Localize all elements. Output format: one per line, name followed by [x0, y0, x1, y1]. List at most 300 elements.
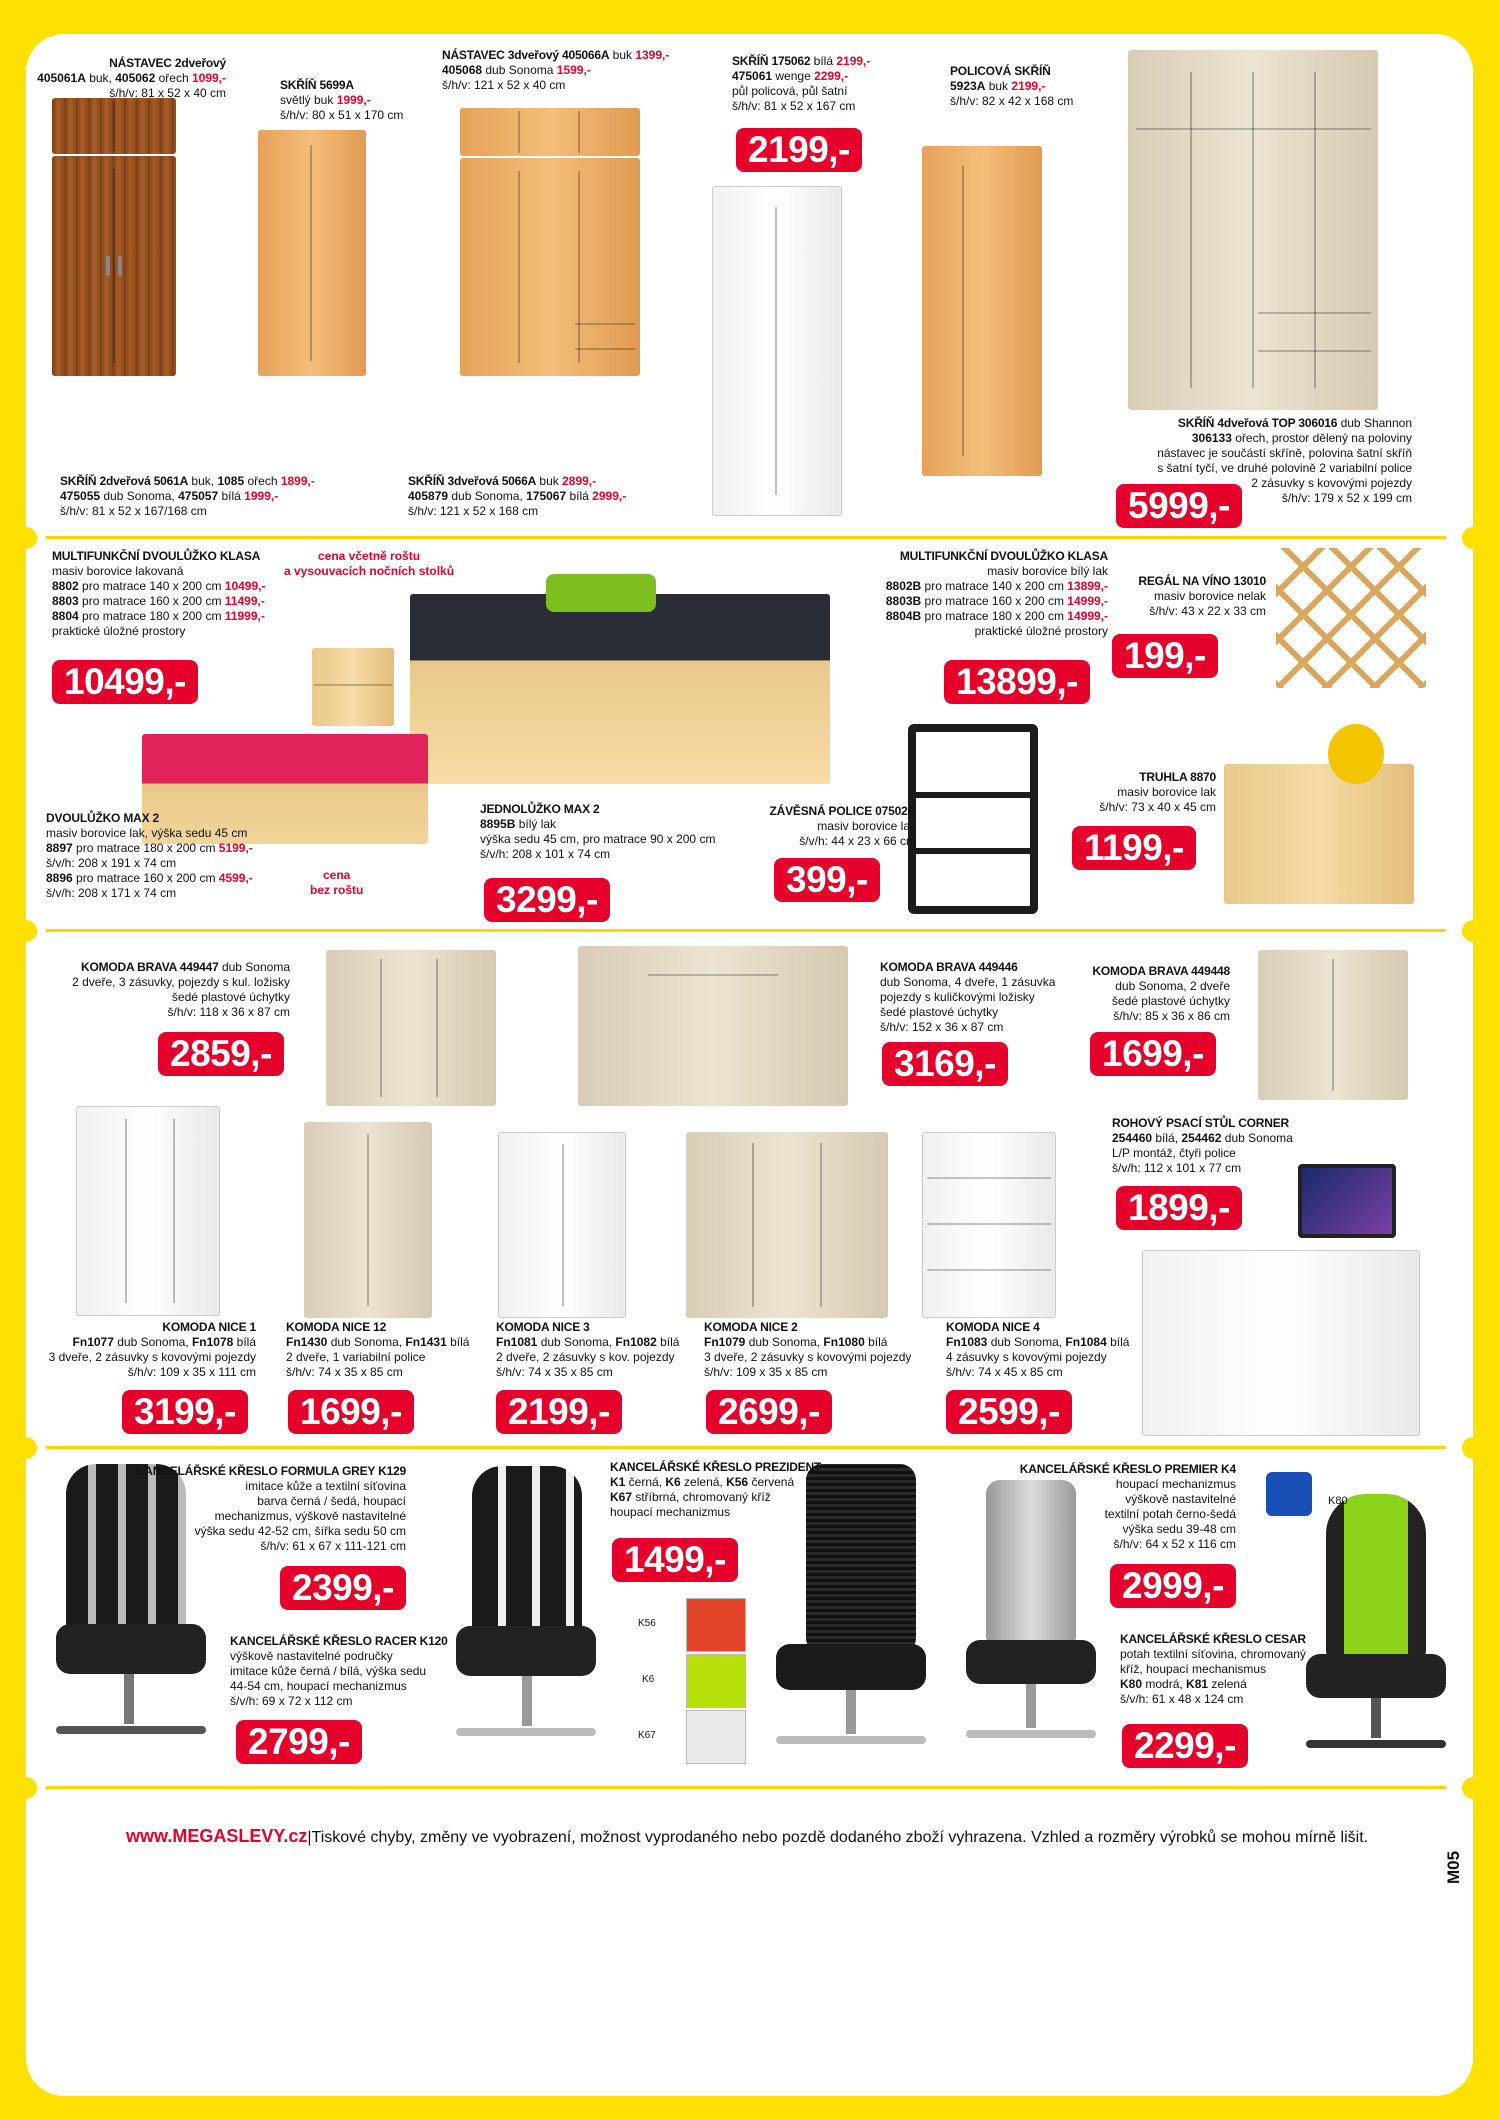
wardrobe-top306016-image: [1128, 50, 1378, 410]
product-dims: š/h/v: 109 x 35 x 111 cm: [127, 1365, 256, 1379]
product-desc: masiv borovice bílý lak: [987, 564, 1108, 578]
night-stand-image: [312, 648, 394, 726]
prezident-info: [610, 1460, 821, 1520]
product-desc: bílá: [566, 489, 593, 503]
product-desc: výškově nastavitelné područky: [230, 1649, 393, 1663]
product-code: Fn1083: [946, 1335, 988, 1349]
chair-cesar-image: [1296, 1494, 1446, 1774]
wardrobe-5061-image: [52, 156, 176, 376]
product-code: K1: [610, 1475, 626, 1489]
section-divider: [46, 929, 1446, 932]
product-dims: š/h/v: 81 x 52 x 167 cm: [732, 99, 856, 113]
product-desc: 3 dveře, 2 zásuvky s kovovými pojezdy: [704, 1350, 912, 1364]
skrin5066-info: [408, 474, 626, 519]
product-desc: dub Shannon: [1337, 416, 1412, 430]
product-code: K6: [665, 1475, 681, 1489]
teddy-bear-icon: [1328, 724, 1384, 784]
price-tag: 1199,-: [1072, 826, 1196, 870]
product-dims: š/h/v: 74 x 35 x 85 cm: [496, 1365, 613, 1379]
price-tag: 1499,-: [612, 1538, 738, 1582]
product-desc: dub Sonoma: [1221, 1131, 1293, 1145]
klasa1-info: [52, 549, 265, 639]
police-info: [726, 804, 916, 849]
product-variant-price: 2299,-: [814, 69, 849, 83]
product-desc: ořech: [244, 474, 281, 488]
product-desc: dub Sonoma,: [448, 489, 527, 503]
policova-info: [950, 64, 1073, 109]
max2single-info: [480, 802, 715, 862]
bed-klasa-image: [410, 594, 830, 784]
product-variant-price: 11999,-: [224, 609, 265, 623]
klasa2-info: [818, 549, 1108, 639]
product-desc: zelená: [1208, 1677, 1247, 1691]
nice4-info: [946, 1320, 1129, 1380]
price-tag: 2999,-: [1110, 1564, 1236, 1608]
product-desc: zelená,: [680, 1475, 727, 1489]
product-variant-price: 1899,-: [280, 474, 315, 488]
product-dims: š/h/v: 121 x 52 x 168 cm: [408, 504, 539, 518]
product-code: 405068: [442, 63, 483, 77]
product-desc: 2 dveře, 1 variabilní police: [286, 1350, 426, 1364]
skrin5061-info: [60, 474, 315, 519]
product-title: KOMODA BRAVA 449446: [880, 960, 1018, 974]
product-dims: š/v/h: 69 x 72 x 112 cm: [230, 1694, 353, 1708]
swatch-label: K56: [638, 1618, 656, 1629]
product-desc: 44-54 cm, houpací mechanizmus: [230, 1679, 407, 1693]
product-desc: šedé plastové úchytky: [171, 990, 290, 1004]
product-code: Fn1084: [1065, 1335, 1107, 1349]
dresser-nice12-image: [304, 1122, 432, 1318]
product-code: Fn1078: [191, 1335, 234, 1349]
swatch-k67: [686, 1710, 746, 1764]
product-title: SKŘÍŇ 2dveřová 5061A: [60, 474, 189, 488]
product-variant-price: 2199,-: [1011, 79, 1046, 93]
product-code: Fn1080: [823, 1335, 865, 1349]
product-desc: bílá: [446, 1335, 470, 1349]
product-desc: 2 dveře, 2 zásuvky s kov. pojezdy: [496, 1350, 675, 1364]
skrin175062-info: [732, 54, 870, 114]
product-code: 8804B: [885, 609, 922, 623]
product-dims: š/h/v: 109 x 35 x 85 cm: [704, 1365, 828, 1379]
product-code: Fn1431: [405, 1335, 447, 1349]
dresser-nice3-image: [498, 1132, 626, 1318]
product-desc: pro matrace 160 x 200 cm: [921, 594, 1068, 608]
price-tag: 2299,-: [1122, 1724, 1248, 1768]
product-desc: s šatní tyčí, ve druhé polovině 2 variabilní police: [1157, 461, 1412, 475]
product-dims: š/v/h: 208 x 101 x 74 cm: [480, 847, 611, 861]
product-desc: houpací mechanizmus: [1115, 1477, 1236, 1491]
product-desc: bílý lak: [515, 817, 557, 831]
product-variant-price: 5199,-: [218, 841, 253, 855]
product-dims: š/h/v: 121 x 52 x 40 cm: [442, 78, 566, 92]
dresser-brava448-image: [1258, 950, 1408, 1100]
desk-corner-image: [1142, 1250, 1420, 1436]
price-tag: 2799,-: [236, 1720, 362, 1764]
product-code: 8802B: [885, 579, 922, 593]
product-desc: masiv borovice nelak: [1153, 589, 1266, 603]
cesar-info: [1120, 1632, 1306, 1707]
product-variant-price: 2899,-: [562, 474, 597, 488]
product-dims: š/h/v: 179 x 52 x 199 cm: [1281, 491, 1412, 505]
product-variant-price: 11499,-: [224, 594, 265, 608]
swatch-label: K80: [1328, 1495, 1348, 1507]
price-tag: 199,-: [1112, 634, 1218, 678]
dresser-brava447-image: [326, 950, 496, 1106]
product-desc: dub Sonoma: [482, 63, 557, 77]
product-desc: šedé plastové úchytky: [880, 1005, 999, 1019]
product-desc: pro matrace 140 x 200 cm: [78, 579, 225, 593]
product-code: Fn1079: [704, 1335, 746, 1349]
product-dims: š/h/v: 118 x 36 x 87 cm: [167, 1005, 290, 1019]
skrin5699-info: [280, 78, 403, 123]
product-desc: kříž, houpací mechanismus: [1120, 1662, 1267, 1676]
nice12-info: [286, 1320, 469, 1380]
shelf-wardrobe-image: [922, 146, 1042, 476]
product-code: 175067: [526, 489, 567, 503]
product-code: 8803: [52, 594, 79, 608]
product-title: KANCELÁŘSKÉ KŘESLO FORMULA GREY K129: [135, 1464, 406, 1478]
product-desc: wenge: [772, 69, 815, 83]
product-dims: š/h/v: 61 x 67 x 111-121 cm: [260, 1539, 406, 1553]
product-desc: buk: [536, 474, 563, 488]
product-variant-price: 1599,-: [556, 63, 591, 77]
product-desc: 4 zásuvky s kovovými pojezdy: [946, 1350, 1107, 1364]
price-tag: 2399,-: [280, 1566, 406, 1610]
product-desc: 2 zásuvky s kovovými pojezdy: [1251, 476, 1412, 490]
price-tag: 2859,-: [158, 1032, 284, 1076]
price-tag: 3199,-: [122, 1390, 248, 1434]
divider-dot: [26, 1777, 37, 1799]
wardrobe-5066-image: [460, 158, 640, 376]
product-desc: dub Sonoma,: [327, 1335, 406, 1349]
product-desc: pojezdy s kuličkovými ložisky: [880, 990, 1035, 1004]
product-code: 254462: [1181, 1131, 1222, 1145]
product-code: 8804: [52, 609, 79, 623]
divider-dot: [1462, 527, 1473, 549]
swatch-k56: [686, 1598, 746, 1652]
product-desc: pro matrace 160 x 200 cm: [72, 871, 219, 885]
racer-info: [230, 1634, 448, 1709]
price-tag: 5999,-: [1116, 484, 1242, 528]
product-title: TRUHLA 8870: [1139, 770, 1216, 784]
product-title: NÁSTAVEC 3dveřový 405066A: [442, 48, 610, 62]
product-variant-price: 2999,-: [592, 489, 627, 503]
divider-dot: [1462, 1437, 1473, 1459]
product-variant-price: 14999,-: [1067, 594, 1108, 608]
product-code: K56: [726, 1475, 749, 1489]
product-dims: š/v/h: 208 x 191 x 74 cm: [46, 856, 177, 870]
section-divider: [46, 536, 1446, 539]
formula-info: [126, 1464, 406, 1554]
product-title: KOMODA NICE 1: [162, 1320, 256, 1334]
product-title: ROHOVÝ PSACÍ STŮL CORNER: [1112, 1116, 1289, 1130]
product-desc: textilní potah černo-šedá: [1104, 1507, 1236, 1521]
product-desc: pro matrace 160 x 200 cm: [78, 594, 225, 608]
product-title: REGÁL NA VÍNO 13010: [1138, 574, 1266, 588]
divider-dot: [1462, 1777, 1473, 1799]
price-tag: 10499,-: [52, 660, 198, 704]
product-dims: š/h/v: 82 x 42 x 168 cm: [950, 94, 1074, 108]
product-code: Fn1082: [615, 1335, 657, 1349]
product-code: Fn1081: [496, 1335, 538, 1349]
product-dims: š/v/h: 61 x 48 x 124 cm: [1120, 1692, 1244, 1706]
regal-info: [1116, 574, 1266, 619]
product-desc: houpací mechanizmus: [610, 1505, 731, 1519]
product-code: 8802: [52, 579, 79, 593]
divider-dot: [1462, 920, 1473, 942]
price-row: [818, 594, 1108, 609]
leaflet-page: [26, 34, 1473, 2096]
product-dims: š/h/v: 74 x 45 x 85 cm: [946, 1365, 1063, 1379]
price-tag: 2199,-: [496, 1390, 622, 1434]
nastavec2-info: NÁSTAVEC 2dveřový 405061A buk, 405062 ořech 1099,- š/h/v: 81 x 52 x 40 cm: [37, 56, 226, 100]
price-tag: 2199,-: [736, 128, 862, 172]
note-with-frame: cena včetně roštu a vysouvacích nočních stolků: [284, 549, 455, 578]
swatch-k6: [686, 1654, 746, 1708]
product-title: SKŘÍŇ 3dveřová 5066A: [408, 474, 537, 488]
corner-info: [1112, 1116, 1293, 1176]
product-desc: stříbrná, chromovaný kříž: [632, 1490, 771, 1504]
nice1-info: [46, 1320, 256, 1380]
product-code: 5923A: [950, 79, 986, 93]
product-title: MULTIFUNKČNÍ DVOULŮŽKO KLASA: [52, 549, 261, 563]
product-desc: výška sedu 39-48 cm: [1122, 1522, 1236, 1536]
product-desc: bílá: [1106, 1335, 1130, 1349]
product-title: KOMODA BRAVA 449447: [81, 960, 219, 974]
product-title: KOMODA NICE 3: [496, 1320, 590, 1334]
price-row: [52, 609, 265, 624]
product-variant-price: 2199,-: [836, 54, 871, 68]
swatch-label: K6: [642, 1674, 655, 1685]
product-desc: mechanizmus, výškově nastavitelné: [214, 1509, 406, 1523]
price-tag: 13899,-: [944, 660, 1090, 704]
product-title: JEDNOLŮŽKO MAX 2: [480, 802, 600, 816]
product-desc: imitace kůže černá / bílá, výška sedu: [230, 1664, 427, 1678]
price-tag: 3299,-: [484, 878, 610, 922]
max2dbl-info: [46, 811, 253, 901]
product-code: K81: [1186, 1677, 1209, 1691]
divider-dot: [26, 1437, 37, 1459]
wall-shelf-image: [908, 724, 1038, 914]
product-variant-price: 4599,-: [218, 871, 253, 885]
product-desc: masiv borovice lak, výška sedu 45 cm: [46, 826, 248, 840]
product-code: 8897: [46, 841, 73, 855]
product-desc: pro matrace 180 x 200 cm: [78, 609, 225, 623]
product-dims: š/h/v: 73 x 40 x 45 cm: [1099, 800, 1216, 814]
chair-racer-image: [442, 1466, 612, 1766]
product-code: 475055: [60, 489, 101, 503]
product-title: ZÁVĚSNÁ POLICE 07502C: [769, 804, 916, 818]
product-title: SKŘÍŇ 175062: [732, 54, 811, 68]
product-desc: pro matrace 180 x 200 cm: [921, 609, 1068, 623]
toy-chest-image: [1224, 764, 1414, 904]
product-code: 405879: [408, 489, 449, 503]
price-tag: 2699,-: [706, 1390, 832, 1434]
product-title: SKŘÍŇ 5699A: [280, 78, 354, 92]
product-code: K67: [610, 1490, 633, 1504]
product-desc: dub Sonoma, 4 dveře, 1 zásuvka: [880, 975, 1056, 989]
brava447-info: [66, 960, 290, 1020]
product-code: 8896: [46, 871, 73, 885]
product-desc: masiv borovice lak: [1117, 785, 1216, 799]
product-desc: dub Sonoma,: [537, 1335, 616, 1349]
website-link[interactable]: www.MEGASLEVY.cz: [126, 1826, 308, 1846]
price-tag: 1899,-: [1116, 1186, 1242, 1230]
product-desc: 2 dveře, 3 zásuvky, pojezdy s kul. ložisky: [72, 975, 290, 989]
footer-separator: |: [307, 1829, 312, 1846]
dresser-brava446-image: [578, 946, 848, 1106]
product-dims: š/v/h: 44 x 23 x 66 cm: [799, 834, 916, 848]
product-dims: š/v/h: 112 x 101 x 77 cm: [1112, 1161, 1242, 1175]
product-desc: modrá,: [1142, 1677, 1187, 1691]
wardrobe-5699-image: [258, 130, 366, 376]
premier-info: [1016, 1462, 1236, 1552]
price-row: [52, 594, 265, 609]
product-desc: červená: [748, 1475, 795, 1489]
product-desc: dub Sonoma,: [745, 1335, 824, 1349]
product-desc: barva černá / šedá, houpací: [257, 1494, 406, 1508]
dresser-nice1-image: [76, 1106, 220, 1316]
product-desc: praktické úložné prostory: [974, 624, 1108, 638]
product-title: KANCELÁŘSKÉ KŘESLO PREMIER K4: [1019, 1462, 1236, 1476]
nice3-info: [496, 1320, 679, 1380]
product-dims: š/h/v: 64 x 52 x 116 cm: [1113, 1537, 1236, 1551]
product-title: KANCELÁŘSKÉ KŘESLO PREZIDENT: [610, 1460, 822, 1474]
product-code: 8895B: [480, 817, 516, 831]
page-code: M05: [1444, 1850, 1463, 1884]
product-desc: pro matrace 180 x 200 cm: [72, 841, 219, 855]
monitor-icon: [1298, 1164, 1396, 1238]
product-desc: bílá: [218, 489, 245, 503]
product-variant-price: 1399,-: [635, 48, 670, 62]
product-desc: půl policová, půl šatní: [732, 84, 848, 98]
price-tag: 3169,-: [882, 1042, 1008, 1086]
dresser-nice2-image: [686, 1132, 888, 1318]
product-desc: dub Sonoma: [218, 960, 290, 974]
product-dims: š/h/v: 43 x 22 x 33 cm: [1149, 604, 1266, 618]
price-row: [818, 579, 1108, 594]
wine-rack-image: [1276, 548, 1426, 688]
product-desc: dub Sonoma,: [113, 1335, 192, 1349]
product-desc: světlý buk: [280, 93, 337, 107]
product-title: KOMODA NICE 4: [946, 1320, 1040, 1334]
brava446-info: [880, 960, 1055, 1035]
divider-dot: [26, 920, 37, 942]
note-no-frame: cena bez roštu: [310, 868, 364, 897]
price-row: [52, 579, 265, 594]
wardrobe-5066-top-image: [460, 108, 640, 156]
product-desc: nástavec je součástí skříně, polovina šatní skříň: [1157, 446, 1412, 460]
brava448-info: [1066, 964, 1230, 1024]
product-title: MULTIFUNKČNÍ DVOULŮŽKO KLASA: [899, 549, 1108, 563]
price-tag: 399,-: [774, 858, 880, 902]
product-code: 475061: [732, 69, 773, 83]
product-desc: černá,: [625, 1475, 666, 1489]
product-title: KOMODA NICE 12: [286, 1320, 387, 1334]
product-variant-price: 1999,-: [244, 489, 279, 503]
truhla-info: [1066, 770, 1216, 815]
product-variant-price: 13899,-: [1067, 579, 1108, 593]
product-desc: masiv borovice lak: [817, 819, 916, 833]
dresser-nice4-image: [922, 1132, 1056, 1318]
product-code: 8803B: [885, 594, 922, 608]
product-code: K80: [1120, 1677, 1143, 1691]
price-tag: 2599,-: [946, 1390, 1072, 1434]
product-variant-price: 10499,-: [224, 579, 266, 593]
product-desc: praktické úložné prostory: [52, 624, 186, 638]
product-desc: bílá,: [1152, 1131, 1182, 1145]
product-variant-price: 1999,-: [336, 93, 371, 107]
price-tag: 1699,-: [1090, 1032, 1216, 1076]
footer: [126, 1826, 1368, 1848]
divider-dot: [26, 527, 37, 549]
product-title: KANCELÁŘSKÉ KŘESLO CESAR: [1120, 1632, 1306, 1646]
pillow-green: [546, 574, 656, 612]
product-desc: imitace kůže a textilní síťovina: [245, 1479, 406, 1493]
product-desc: výška sedu 45 cm, pro matrace 90 x 200 cm: [480, 832, 716, 846]
product-variant-price: 14999,-: [1067, 609, 1108, 623]
product-title: KOMODA BRAVA 449448: [1092, 964, 1230, 978]
product-desc: buk: [609, 48, 636, 62]
product-title: KANCELÁŘSKÉ KŘESLO RACER K120: [230, 1634, 448, 1648]
price-tag: 1699,-: [288, 1390, 414, 1434]
wardrobe-175062-image: [712, 186, 842, 516]
product-desc: dub Sonoma,: [987, 1335, 1066, 1349]
nastavec3-info: [442, 48, 669, 93]
nice2-info: [704, 1320, 911, 1380]
product-code: 254460: [1112, 1131, 1153, 1145]
product-desc: ořech, prostor dělený na poloviny: [1231, 431, 1412, 445]
product-code: Fn1430: [286, 1335, 328, 1349]
product-title: SKŘÍŇ 4dveřová TOP 306016: [1177, 416, 1338, 430]
product-desc: šedé plastové úchytky: [1111, 994, 1230, 1008]
footer-disclaimer: Tiskové chyby, změny ve vyobrazení, možnost vyprodaného nebo pozdě dodaného zboží vyhrazena. Vzhled a rozměry výrobků se mohou mírně lišit.: [311, 1829, 1369, 1846]
product-desc: L/P montáž, čtyři police: [1112, 1146, 1236, 1160]
product-title: DVOULŮŽKO MAX 2: [46, 811, 160, 825]
product-dims: š/h/v: 152 x 36 x 87 cm: [880, 1020, 1004, 1034]
product-desc: pro matrace 140 x 200 cm: [921, 579, 1068, 593]
product-dims: š/h/v: 81 x 52 x 40 cm: [109, 86, 226, 100]
product-title: POLICOVÁ SKŘÍŇ: [950, 64, 1051, 78]
chair-blue-swatch: [1266, 1472, 1312, 1516]
product-dims: š/h/v: 74 x 35 x 85 cm: [286, 1365, 403, 1379]
product-code: 475057: [178, 489, 219, 503]
product-desc: 3 dveře, 2 zásuvky s kovovými pojezdy: [48, 1350, 256, 1364]
product-dims: š/h/v: 85 x 36 x 86 cm: [1113, 1009, 1230, 1023]
product-desc: dub Sonoma,: [100, 489, 179, 503]
product-title: NÁSTAVEC 2dveřový: [109, 56, 226, 70]
product-desc: bílá: [864, 1335, 888, 1349]
product-desc: buk: [985, 79, 1012, 93]
section-divider: [46, 1446, 1446, 1449]
product-desc: potah textilní síťovina, chromovaný: [1120, 1647, 1306, 1661]
product-desc: bílá: [810, 54, 837, 68]
price-row: [818, 609, 1108, 624]
wardrobe-nastavec-image: [52, 98, 176, 154]
product-desc: masiv borovice lakovaná: [52, 564, 184, 578]
product-code: Fn1077: [72, 1335, 114, 1349]
product-title: KOMODA NICE 2: [704, 1320, 798, 1334]
product-desc: buk,: [188, 474, 218, 488]
product-desc: výškově nastavitelné: [1125, 1492, 1236, 1506]
product-code: 1085: [217, 474, 245, 488]
section-divider: [46, 1786, 1446, 1789]
product-dims: š/h/v: 80 x 51 x 170 cm: [280, 108, 404, 122]
product-dims: š/h/v: 81 x 52 x 167/168 cm: [60, 504, 207, 518]
product-desc: bílá: [233, 1335, 256, 1349]
product-desc: dub Sonoma, 2 dveře: [1115, 979, 1230, 993]
product-desc: výška sedu 42-52 cm, šířka sedu 50 cm: [194, 1524, 406, 1538]
